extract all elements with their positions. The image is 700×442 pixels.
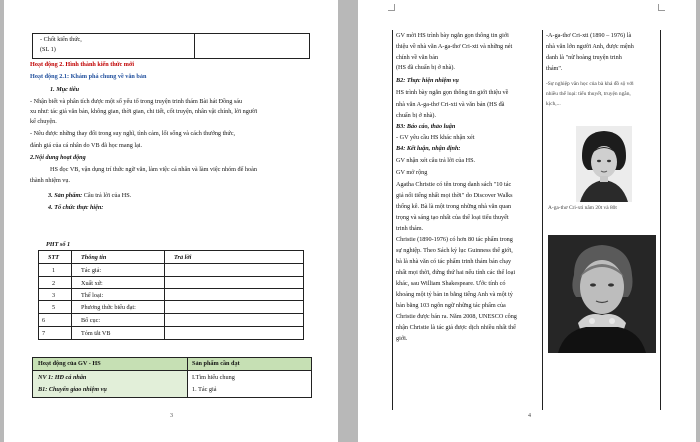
author-info-line: -A-ga-thơ Cri-xti (1890 – 1976) là	[546, 32, 632, 39]
activity-table-header-left: Hoạt động của GV - HS	[38, 360, 101, 367]
step-2-line: HS trình bày ngắn gọn thông tin giới thiệu về	[396, 89, 509, 96]
section-1-title: I.Tìm hiểu chung	[192, 374, 235, 381]
pht-cell-info: Thể loại:	[81, 292, 104, 299]
extend-line: Christie được bán ra. Năm 2008, UNESCO công	[396, 313, 517, 320]
goal-line: đánh giá của cá nhân do VB đã học mang lại.	[30, 142, 143, 149]
activity-2-1-title: Hoạt động 2.1: Khám phá chung về văn bản	[30, 73, 147, 80]
goal-heading: 1. Mục tiêu	[50, 86, 80, 93]
step-2-line: nhà văn A-ga-thơ Cri-xti và văn bản (HS đã	[396, 101, 505, 108]
author-info-line: thám".	[546, 65, 563, 72]
extend-line: trinh thám.	[396, 225, 424, 232]
activity-2-title: Hoạt động 2. Hình thành kiến thức mới	[30, 61, 135, 68]
career-line: nhiều thể loại: tiểu thuyết, truyện ngắn,	[546, 91, 631, 97]
step-4-line: GV nhận xét câu trả lời của HS.	[396, 157, 476, 164]
step-4-heading: B4: Kết luận, nhận định:	[396, 145, 461, 152]
step-2-line: chuẩn bị ở nhà).	[396, 112, 437, 119]
product-label: 3. Sản phẩm:	[48, 192, 83, 199]
career-line: kịch,...	[546, 101, 561, 107]
document-page-4	[358, 0, 696, 442]
goal-line: xu như: tác giả văn bản, không gian, thời gian, chi tiết, cốt truyện, nhân vật chính, lời người	[30, 108, 258, 115]
extend-line: khoảng một tỷ bản in bằng tiếng Anh và một tỷ	[396, 291, 513, 298]
organization-heading: 4. Tổ chức thực hiện:	[48, 204, 104, 211]
extend-line: thống kê. Bà là một trong những nhà văn quan	[396, 203, 512, 210]
page-number: 4	[528, 413, 531, 419]
extend-line: khác, sau William Shakespeare. Ước tính có	[396, 280, 506, 287]
intro-line: GV mời HS trình bày ngắn gọn thông tin giới	[396, 32, 509, 39]
extend-line: sự nghiệp. Theo Sách kỷ lục Guinness thế giới,	[396, 247, 513, 254]
goal-line: - Nhận biết và phân tích được một số yếu tố trong truyện trinh thám Bài hát Đồng sáu	[30, 98, 243, 105]
extend-line: nhận Christie là tác giả được dịch nhiều nhất thế	[396, 324, 516, 331]
intro-line: chính về văn bản	[396, 54, 439, 61]
step-3-heading: B3: Báo cáo, thảo luận	[396, 123, 456, 130]
step-2-heading: B2: Thực hiện nhiệm vụ	[396, 77, 459, 84]
extend-line: Christie (1890-1976) có hơn 80 tác phẩm trong	[396, 236, 513, 243]
pht-cell-info: Tác giả:	[81, 267, 102, 274]
pht-cell-info: Tóm tắt VB	[81, 330, 111, 337]
author-heading: 1. Tác giả	[192, 386, 217, 393]
pht-cell-stt: 6	[42, 317, 46, 324]
intro-line: thiệu về nhà văn A-ga-thơ Cri-xti và những nét	[396, 43, 513, 50]
pht-label: PHT số 1	[46, 241, 71, 248]
career-line: -Sự nghiệp văn học của bà khá đồ sộ với	[546, 81, 634, 87]
activity-table-header-right: Sản phẩm cần đạt	[192, 360, 240, 367]
goal-line: - Nêu được những thay đổi trong suy nghĩ, tình cảm, lối sống và cách thưởng thức,	[30, 130, 236, 137]
author-older-photo	[548, 235, 656, 353]
extend-line: trọng và sáng tạo nhất của thể loại tiểu thuyết	[396, 214, 509, 221]
pht-cell-stt: 2	[52, 280, 56, 287]
extend-line: bản bằng 103 ngôn ngữ những tác phẩm của	[396, 302, 506, 309]
intro-line: (HS đã chuẩn bị ở nhà).	[396, 64, 455, 71]
extend-line: giới.	[396, 335, 408, 342]
top-box-line-2: (SL 1)	[40, 46, 56, 53]
content-heading: 2.Nội dung hoạt động	[30, 154, 86, 161]
step-3-line: - GV yêu cầu HS khác nhận xét	[396, 134, 475, 141]
goal-line: kể chuyện.	[30, 118, 57, 125]
author-info-line: danh là "nữ hoàng truyện trinh	[546, 54, 622, 61]
photo-caption: A-ga-thơ Cri-xti năm 20t và 80t	[548, 205, 617, 211]
content-line: thành nhiệm vụ.	[30, 177, 71, 184]
task-1-label: NV 1: HĐ cá nhân	[38, 374, 87, 381]
pht-header-stt: STT	[48, 254, 60, 261]
top-box-line-1: - Chốt kiến thức,	[40, 36, 82, 43]
pht-cell-stt: 7	[42, 330, 46, 337]
content-line: HS đọc VB, vận dụng trí thức ngữ văn, làm việc cá nhân và làm việc nhóm để hoàn	[50, 166, 257, 173]
extend-line: giả nổi tiếng nhất mọi thời" do Discover Walks	[396, 192, 513, 199]
pht-cell-info: Xuất xứ:	[81, 280, 103, 287]
step-1-label: B1: Chuyển giao nhiệm vụ	[38, 386, 107, 393]
pht-cell-info: Phương thức biểu đạt:	[81, 304, 136, 311]
pht-cell-stt: 3	[52, 292, 56, 299]
pht-cell-stt: 1	[52, 267, 56, 274]
pht-cell-info: Bố cục:	[81, 317, 101, 324]
product-text: Câu trả lời của HS.	[83, 192, 132, 199]
pht-header-info: Thông tin	[81, 254, 107, 261]
author-info-line: nhà văn lớn người Anh, được mệnh	[546, 43, 634, 50]
author-young-photo	[576, 126, 632, 202]
document-page-3	[4, 0, 338, 442]
extend-line: bà là nhà văn có tác phẩm trinh thám bán chạy	[396, 258, 512, 265]
step-4-line: GV mở rộng	[396, 169, 428, 176]
page-number: 3	[170, 413, 173, 419]
extend-line: nhất mọi thời, đứng thứ hai nếu tính các thể loại	[396, 269, 516, 276]
pht-header-answer: Trả lời	[174, 254, 192, 261]
extend-line: Agatha Christie có tên trong danh sách "10 tác	[396, 181, 512, 188]
pht-cell-stt: 5	[52, 304, 56, 311]
